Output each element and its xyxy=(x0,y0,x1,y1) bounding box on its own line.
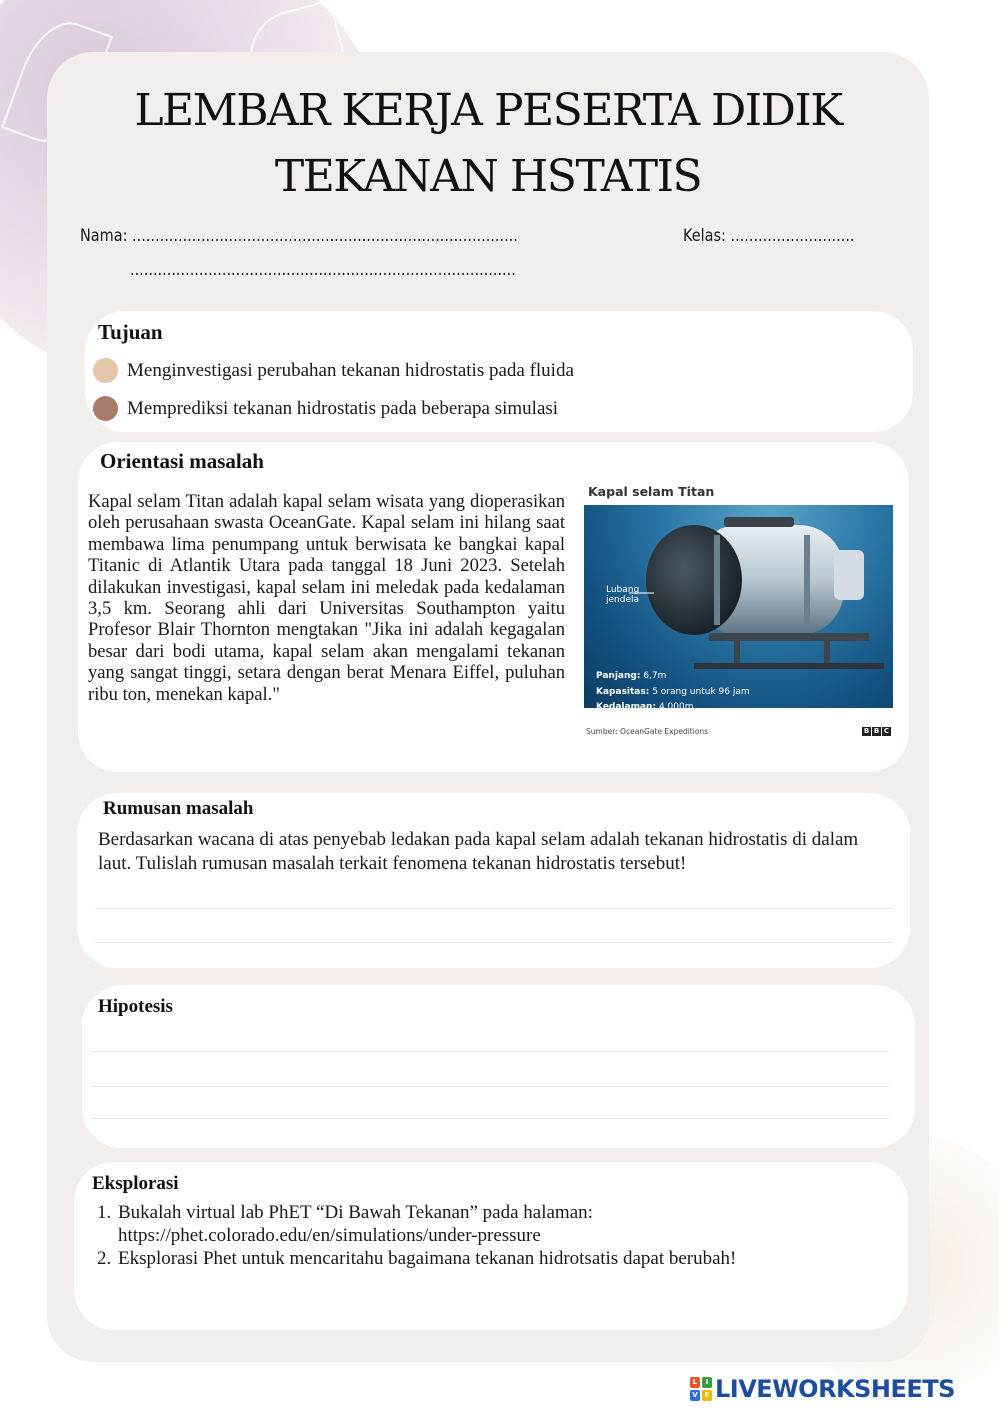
answer-line[interactable] xyxy=(95,942,892,943)
tujuan-item-text: Memprediksi tekanan hidrostatis pada beberapa simulasi xyxy=(127,397,559,419)
answer-line[interactable] xyxy=(92,1086,889,1087)
tujuan-heading: Tujuan xyxy=(98,320,163,344)
tujuan-item xyxy=(93,396,558,421)
list-item: 1. Bukalah virtual lab PhET “Di Bawah Tekanan” pada halaman: https://phet.colorado.edu/en/simulations/under-pressure xyxy=(116,1201,876,1247)
titan-submarine-figure xyxy=(583,480,893,738)
tujuan-item-text: Menginvestigasi perubahan tekanan hidrostatis pada fluida xyxy=(127,359,574,381)
liveworksheets-logo[interactable] xyxy=(690,1375,955,1403)
tujuan-item xyxy=(93,358,574,383)
panjang-spec: Panjang: 6,7m xyxy=(596,671,667,681)
rumusan-prompt: Berdasarkan wacana di atas penyebab ledakan pada kapal selam adalah tekanan hidrostatis di dalam laut. Tulislah rumusan masalah terkait fenomena tekanan hidrostatis tersebut! xyxy=(98,829,859,874)
bbc-logo: B B C xyxy=(863,727,890,735)
hipotesis-heading: Hipotesis xyxy=(98,996,173,1017)
figure-source: Sumber: OceanGate Expeditions xyxy=(586,727,709,736)
title-line-1: LEMBAR KERJA PESERTA DIDIK xyxy=(134,85,842,136)
eksplorasi-list xyxy=(98,1201,876,1270)
orientasi-heading: Orientasi masalah xyxy=(100,449,264,473)
kedalaman-spec: Kedalaman: 4.000m xyxy=(596,702,694,708)
answer-line[interactable] xyxy=(92,1118,889,1119)
orientasi-paragraph: Kapal selam Titan adalah kapal selam wisata yang dioperasikan oleh perusahaan swasta OceanGate. Kapal selam ini hilang saat membawa lima penumpang untuk berwisata ke bangkai kapal Titanic di Atlantik Utara pada tanggal 18 Juni 2023. Setelah dilakukan investigasi, kapal selam ini meledak pada kedalaman 3,5 km. Seorang ahli dari Universitas Southampton yaitu Profesor Blair Thornton mengtakan "Jika ini adalah kegagalan besar dari bodi utama, kapal selam akan mengalami tekanan yang sangat tinggi, setara dengan berat Menara Eiffel, puluhan ribu ton, menekan kapal." xyxy=(88,491,565,705)
title-line-2: TEKANAN HSTATIS xyxy=(274,151,702,202)
answer-line[interactable] xyxy=(92,1051,889,1052)
hipotesis-card xyxy=(82,985,915,1148)
bullet-dot-icon xyxy=(93,358,118,383)
page-title xyxy=(47,78,929,210)
submarine-image xyxy=(584,505,893,708)
list-item: 2. Eksplorasi Phet untuk mencaritahu bagaimana tekanan hidrotsatis dapat berubah! xyxy=(116,1247,876,1270)
bullet-dot-icon xyxy=(93,396,118,421)
liveworksheets-icon: L I V E xyxy=(690,1377,712,1401)
kapasitas-spec: Kapasitas: 5 orang untuk 96 jam xyxy=(596,687,750,697)
window-label: Lubang jendela xyxy=(606,585,640,605)
eksplorasi-heading: Eksplorasi xyxy=(92,1173,179,1194)
figure-title: Kapal selam Titan xyxy=(588,484,715,499)
answer-line[interactable] xyxy=(95,908,892,909)
brand-text: LIVEWORKSHEETS xyxy=(715,1375,955,1403)
nama-field-line-2[interactable]: .................................................................................... xyxy=(130,260,516,280)
kelas-field[interactable]: Kelas: ........................... xyxy=(683,226,855,246)
nama-field[interactable]: Nama: .................................................................................... xyxy=(80,226,518,246)
rumusan-heading: Rumusan masalah xyxy=(103,798,254,819)
